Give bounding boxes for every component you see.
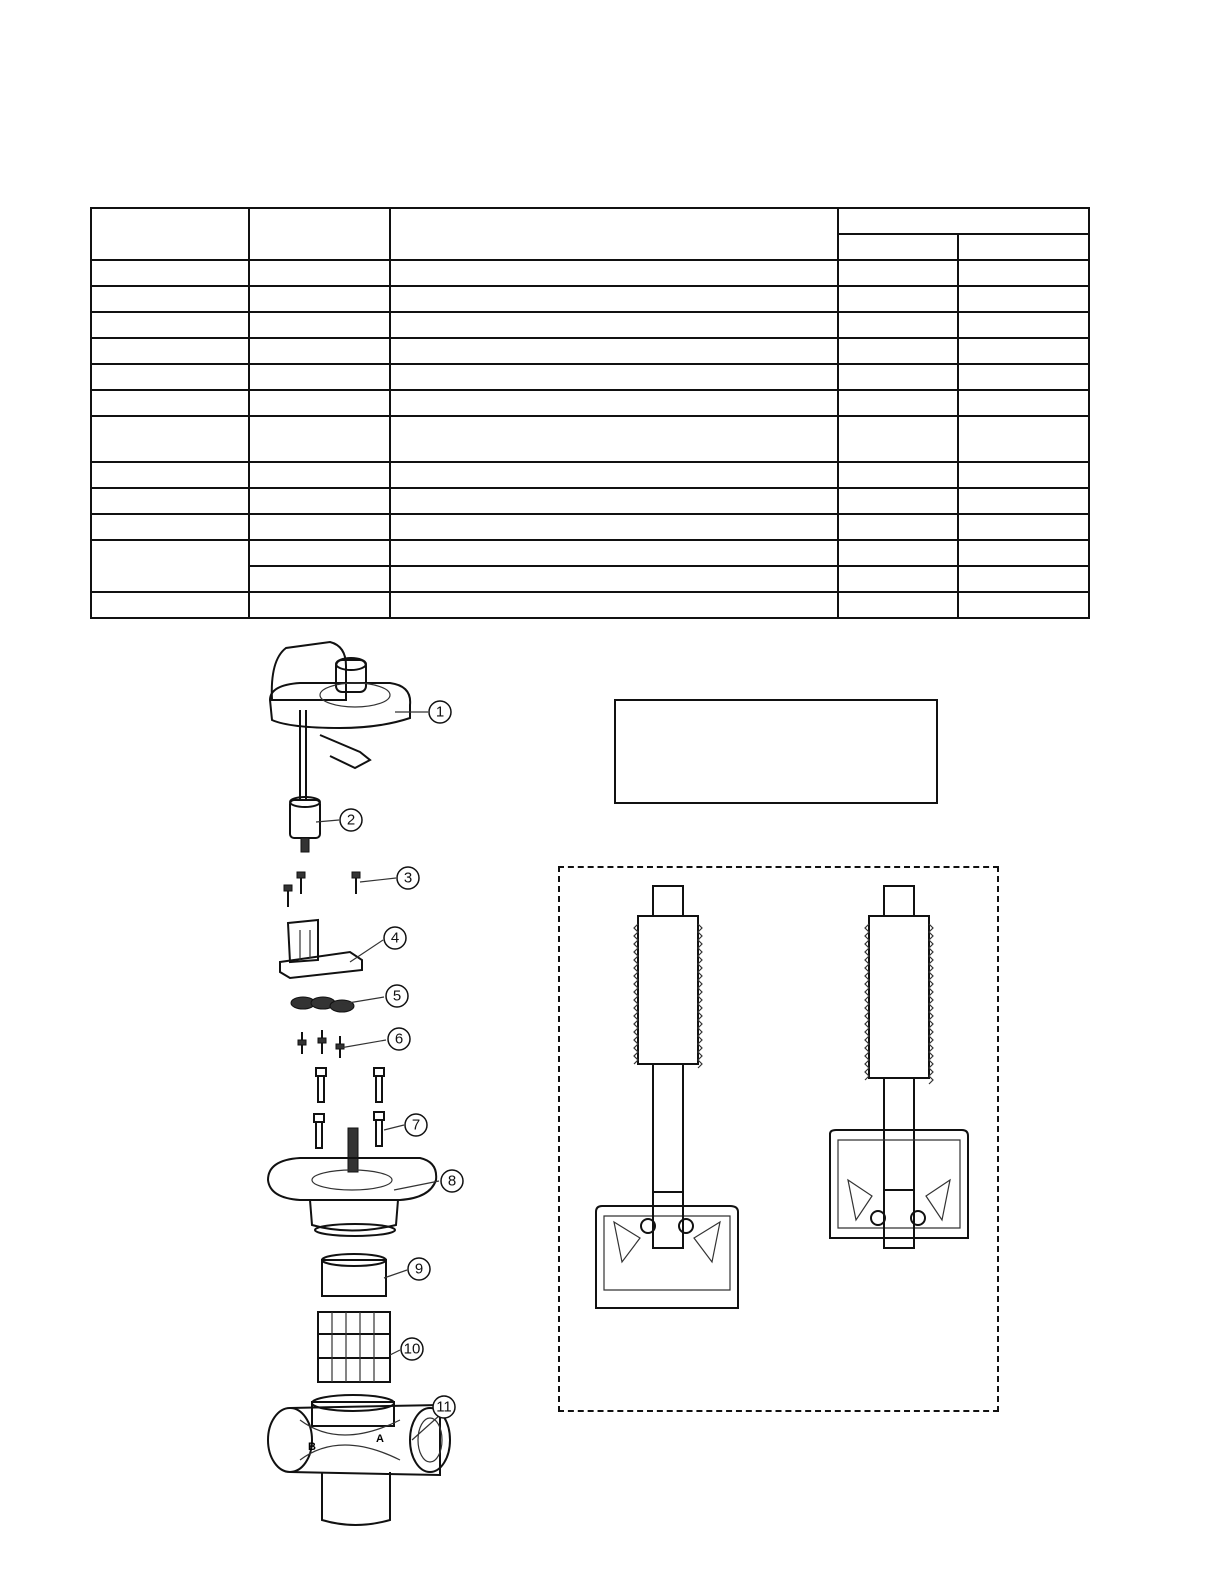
callout-2 bbox=[340, 809, 362, 831]
part-sleeve-drawing bbox=[322, 1254, 386, 1296]
svg-text:6: 6 bbox=[394, 1030, 404, 1048]
svg-text:2: 2 bbox=[346, 811, 356, 829]
piston-right-drawing bbox=[830, 886, 968, 1248]
svg-text:11: 11 bbox=[436, 1398, 452, 1416]
part-top-plate-drawing bbox=[268, 1128, 436, 1236]
callout-3 bbox=[397, 867, 419, 889]
svg-text:10: 10 bbox=[403, 1340, 421, 1358]
callout-11 bbox=[433, 1396, 455, 1418]
part-cage-drawing bbox=[318, 1312, 390, 1382]
callout-5 bbox=[386, 985, 408, 1007]
part-switch-drawing bbox=[290, 797, 320, 852]
part-pins-drawing bbox=[298, 1030, 344, 1058]
port-b-label: B bbox=[308, 1441, 316, 1453]
svg-text:3: 3 bbox=[403, 869, 413, 887]
callout-4 bbox=[384, 927, 406, 949]
part-screws-drawing bbox=[284, 872, 360, 907]
svg-text:7: 7 bbox=[411, 1116, 421, 1134]
callout-7 bbox=[405, 1114, 427, 1136]
part-cams-drawing bbox=[291, 997, 354, 1012]
callout-9 bbox=[408, 1258, 430, 1280]
svg-text:5: 5 bbox=[392, 987, 402, 1005]
part-motor-cover-drawing bbox=[270, 642, 410, 800]
callout-10 bbox=[401, 1338, 423, 1360]
svg-text:4: 4 bbox=[390, 929, 400, 947]
piston-left-drawing bbox=[596, 886, 738, 1308]
callout-8 bbox=[441, 1170, 463, 1192]
svg-text:1: 1 bbox=[435, 703, 445, 721]
part-bracket-drawing bbox=[280, 920, 362, 978]
port-a-label: A bbox=[376, 1433, 384, 1445]
callout-1 bbox=[429, 701, 451, 723]
svg-text:8: 8 bbox=[447, 1172, 457, 1190]
svg-text:9: 9 bbox=[414, 1260, 424, 1278]
callout-6 bbox=[388, 1028, 410, 1050]
part-valve-body-drawing bbox=[268, 1395, 450, 1525]
